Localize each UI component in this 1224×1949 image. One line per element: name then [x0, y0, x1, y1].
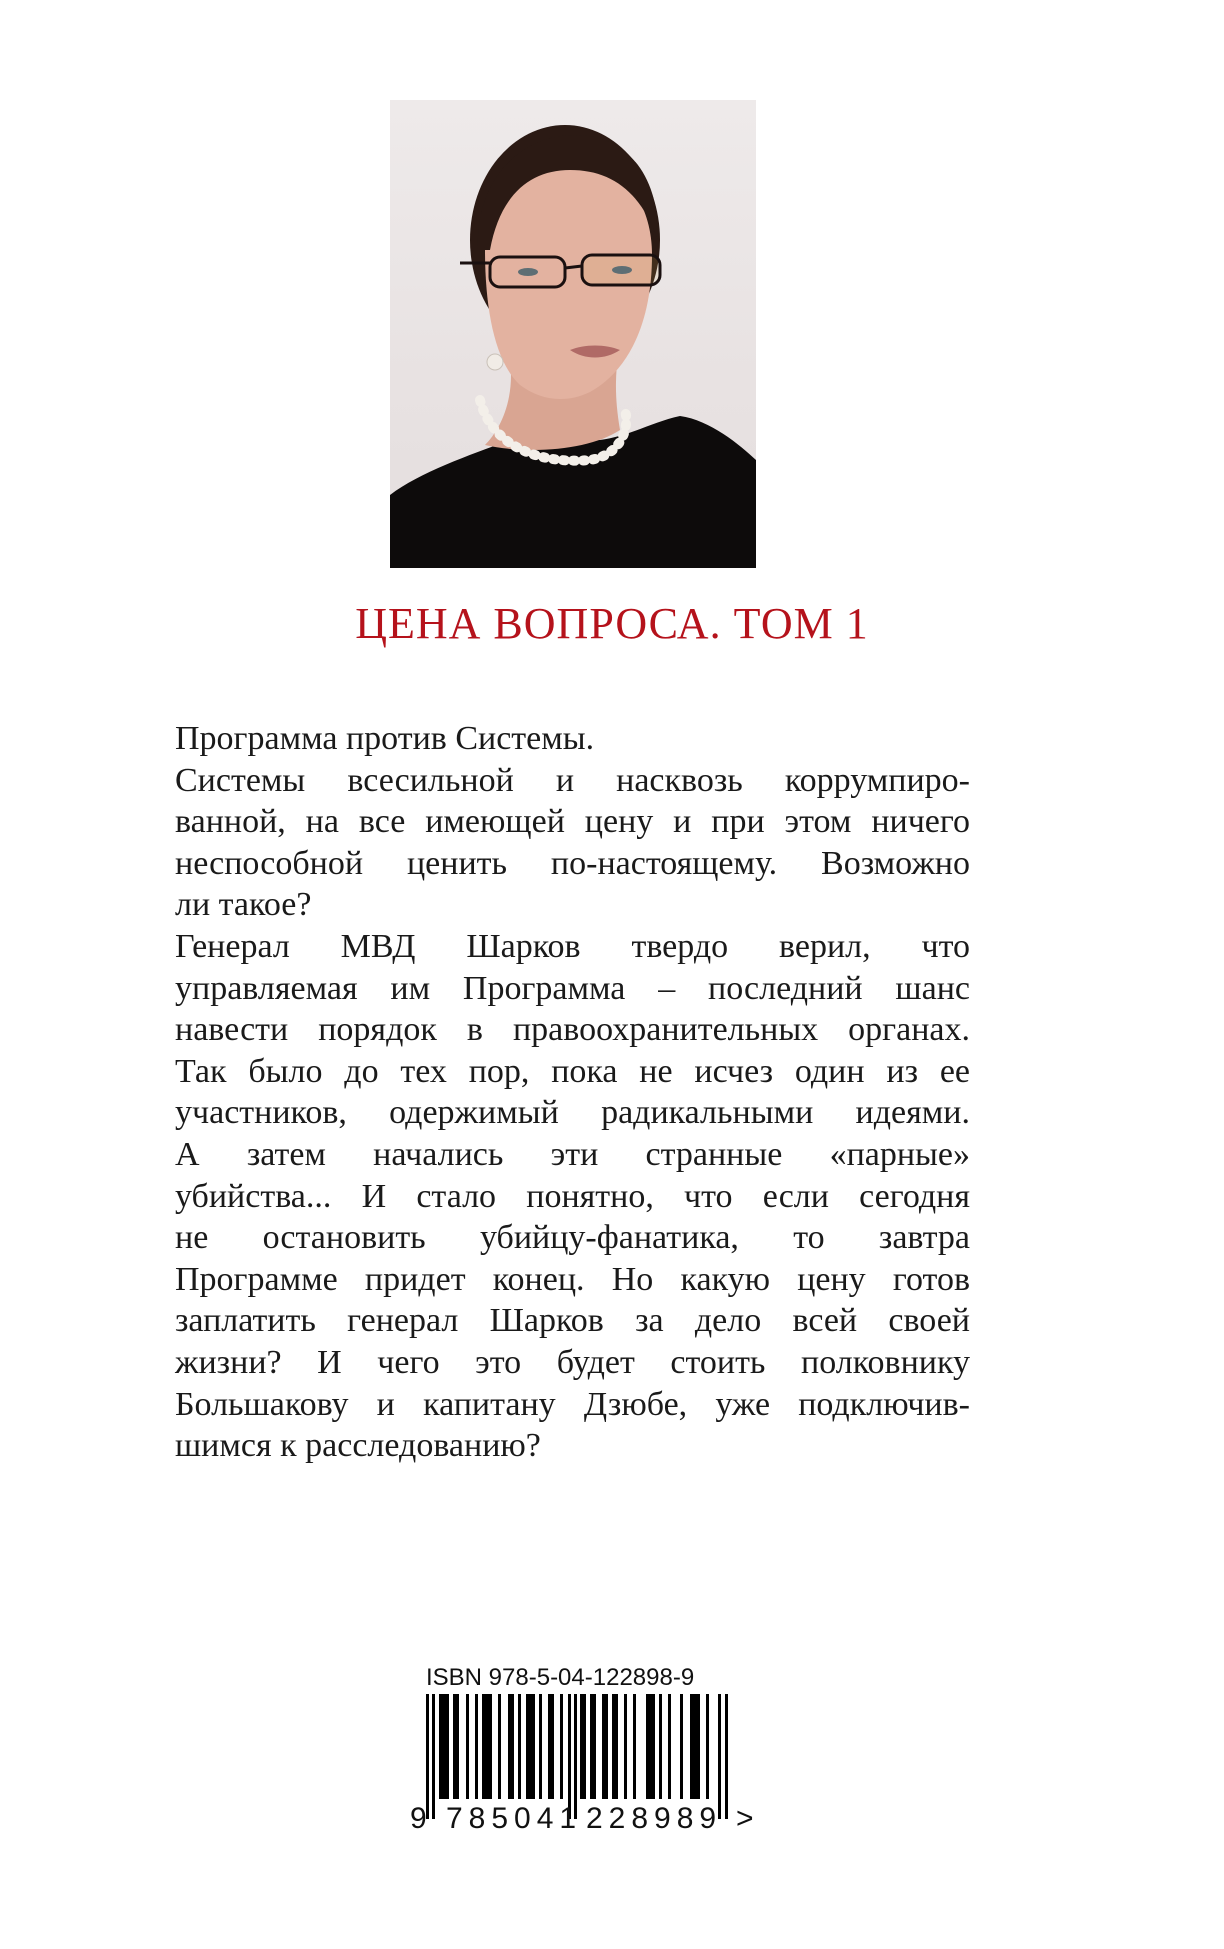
blurb-line: управляемая им Программа – последний шанс [175, 969, 970, 1007]
isbn-label: ISBN 978-5-04-122898-9 [426, 1664, 695, 1691]
blurb-line: Так было до тех пор, пока не исчез один из ее [175, 1052, 970, 1090]
barcode-first-digit: 9 [410, 1802, 433, 1835]
blurb-line: навести порядок в правоохранительных органах. [175, 1011, 970, 1049]
blurb-line: ванной, на все имеющей цену и при этом ничего [175, 803, 970, 841]
blurb-line: участников, одержимый радикальными идеями. [175, 1094, 970, 1132]
blurb-text [175, 718, 970, 1467]
blurb-line: Генерал МВД Шарков твердо верил, что [175, 927, 970, 965]
blurb-line: жизни? И чего это будет стоить полковнику [175, 1343, 970, 1381]
blurb-line: убийства... И стало понятно, что если сегодня [175, 1177, 970, 1215]
blurb-line: шимся к расследованию? [175, 1427, 541, 1465]
barcode-right-digits: 228989 [586, 1802, 723, 1835]
blurb-line: Системы всесильной и насквозь коррумпиро- [175, 761, 970, 799]
blurb-line: Программа против Системы. [175, 720, 595, 757]
blurb-line: Большакову и капитану Дзюбе, уже подключив- [175, 1385, 970, 1423]
blurb-line: заплатить генерал Шарков за дело всей своей [175, 1302, 970, 1340]
blurb-line: Программе придет конец. Но какую цену готов [175, 1260, 970, 1298]
blurb-line: ли такое? [175, 886, 312, 924]
book-title: ЦЕНА ВОПРОСА. ТОМ 1 [355, 599, 869, 648]
barcode-left-digits: 785041 [446, 1802, 583, 1835]
author-photo [390, 100, 756, 568]
isbn-barcode-block [410, 1664, 760, 1864]
blurb-line: неспособной ценить по-настоящему. Возможно [175, 844, 970, 882]
barcode-quiet-zone-mark: > [736, 1802, 760, 1835]
blurb-line: А затем начались эти странные «парные» [175, 1135, 970, 1173]
author-portrait-image [390, 100, 756, 568]
blurb-line: не остановить убийцу-фанатика, то завтра [175, 1219, 970, 1257]
